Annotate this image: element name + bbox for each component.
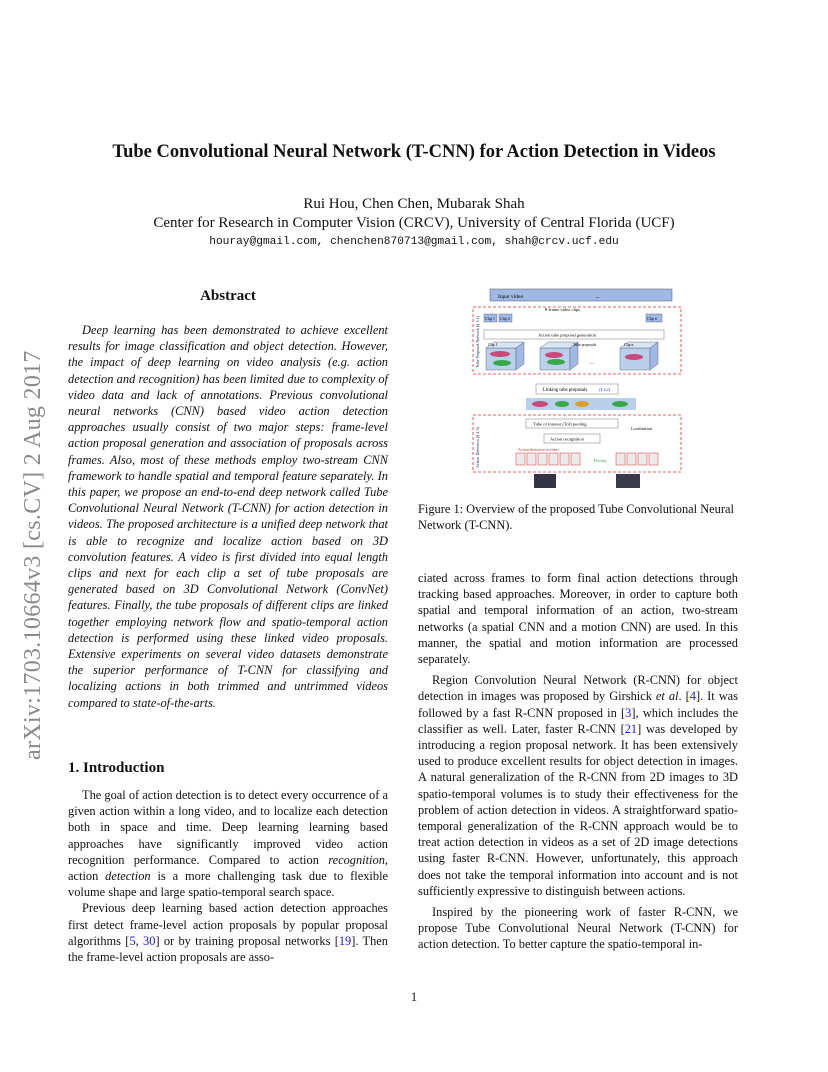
fig-label-ad-side: Action Detection (§ 4.3) xyxy=(475,427,480,468)
fig-label-atpg: Action tube proposal generation xyxy=(538,332,596,338)
right-column-body xyxy=(418,570,738,958)
citation-link[interactable]: 30 xyxy=(143,933,156,948)
fig-label-dots: ... xyxy=(595,294,600,300)
abstract-paragraph: Deep learning has been demonstrated to achieve excellent results for image classification and object detection. However, the impact of deep learning on video analysis (e.g. action detection and recognition) has been limited due to complexity of video data and lack of annotations. Previous convolutional neural networks (CNN) based video action detection approaches usually consist of two major steps: frame-level action proposal generation and association of proposals across frames. Also, most of these methods employ two-stream CNN framework to handle spatial and temporal feature separately. In this paper, we propose an end-to-end deep network called Tube Convolutional Neural Network (T-CNN) for action detection in videos. The proposed architecture is a unified deep network that is able to recognize and localize action based on 3D convolution features. A video is first divided into equal length clips and next for each clip a set of tube proposals are generated based on 3D Convolutional Network (ConvNet) features. Finally, the tube proposals of different clips are linked together employing network flow and spatio-temporal action detection is performed using these linked video proposals. Extensive experiments on several video datasets demonstrate the superior performance of T-CNN for classifying and localizing actions in both trimmed and untrimmed videos compared to state-of-the-arts. xyxy=(68,323,388,710)
intro-paragraph-2: Previous deep learning based action detection approaches first detect frame-level action proposals by popular proposal algorithms [5, 30] or by training proposal networks [19]. Then the frame-level action proposals are asso- xyxy=(68,901,388,965)
citation-link[interactable]: 19 xyxy=(338,933,352,948)
fig-label-ad-in-video: Action detection in video xyxy=(518,447,559,452)
right-paragraph-2: Region Convolution Neural Network (R-CNN) for object detection in images was proposed by Girshick et al. [4]. It was followed by a fast R-CNN proposed in [3], which includes the classifier as well. Later, faster R-CNN [21] was developed by introducing a region proposal network. It has been extensively used to produce excellent results for object detection in images. A natural generalization of the R-CNN from 2D images to 3D spatio-temporal volumes is to study their effectiveness for the problem of action detection in videos. A straightforward spatio-temporal generalization of the R-CNN approach would be to treat action detection in videos as a set of 2D image detections using faster R-CNN. However, unfortunately, this approach does not take the temporal information into account and is not sufficiently expressive to distinguish between actions. xyxy=(418,673,738,898)
fig-label-clip2: Clip 2 xyxy=(500,316,510,321)
fig-label-input-video: Input video xyxy=(498,294,524,300)
figure-1-caption: Figure 1: Overview of the proposed Tube Convolutional Neural Network (T-CNN). xyxy=(418,502,734,533)
fig-label-toi: Tube of interest (ToI) pooling xyxy=(533,421,587,427)
right-paragraph-3: Inspired by the pioneering work of faster R-CNN, we propose Tube Convolutional Neural Network (T-CNN) for action detection. To better capture the spatio-temporal in- xyxy=(418,905,738,952)
fig-label-diving: Diving xyxy=(594,458,607,463)
figure-1-diagram xyxy=(470,288,685,493)
paper-title: Tube Convolutional Neural Network (T-CNN) for Action Detection in Videos xyxy=(112,142,716,162)
fig-label-linking: Linking tube proposals xyxy=(543,388,588,393)
fig-label-clip1: Clip 1 xyxy=(485,316,495,321)
fig-label-clipn-cube: Clip n xyxy=(624,343,634,347)
citation-link[interactable]: 4 xyxy=(689,689,696,704)
arxiv-stamp: arXiv:1703.10664v3 [cs.CV] 2 Aug 2017 xyxy=(20,350,46,760)
thumbnail-right xyxy=(616,474,640,488)
introduction-body xyxy=(68,787,388,965)
citation-link[interactable]: 5 xyxy=(129,933,136,948)
linked-tubes-strip xyxy=(526,398,636,410)
page-number: 1 xyxy=(410,990,418,1004)
abstract-heading: Abstract xyxy=(200,288,256,304)
thumbnail-left xyxy=(534,474,556,488)
intro-paragraph-1: The goal of action detection is to detect every occurrence of a given action within a long video, and to localize each detection both in space and time. Deep learning learning based approaches have significantly improved video action recognition performance. Compared to action recognition, action detection is a more challenging task due to flexible volume shape and large spatio-temporal search space. xyxy=(68,788,389,900)
fig-label-linking-ref: (§ 4.2) xyxy=(599,387,611,392)
section-heading-introduction: 1. Introduction xyxy=(68,760,165,776)
right-paragraph-1: ciated across frames to form final action detections through tracking based approaches. Moreover, in order to capture both spatial and temporal information of an action, two-stream networks (a spatial CNN and a motion CNN) are used. In this manner, the spatial and motion information are processed separately. xyxy=(418,571,738,667)
fig-label-clipn: Clip n xyxy=(647,316,657,321)
fig-label-tube-proposals: Tube proposals xyxy=(573,343,597,347)
fig-label-ar: Action recognition xyxy=(550,436,584,442)
detection-frames xyxy=(516,453,658,465)
fig-label-localization: Localization xyxy=(631,426,652,431)
author-emails: houray@gmail.com, chenchen870713@gmail.com, shah@crcv.ucf.edu xyxy=(209,236,619,248)
fig-label-dots-mid: ... xyxy=(590,361,594,366)
citation-link[interactable]: 3 xyxy=(625,705,632,720)
fig-label-tpn-side: Tube Proposal Network (§ 3.1) xyxy=(475,315,480,368)
citation-link[interactable]: 21 xyxy=(624,721,638,736)
fig-label-eight-frame: 8-frame video clips xyxy=(545,307,580,312)
fig-label-clip1-cube: Clip 1 xyxy=(488,343,498,347)
affiliation: Center for Research in Computer Vision (CRCV), University of Central Florida (UCF) xyxy=(153,215,675,231)
abstract-body xyxy=(68,322,388,711)
author-list: Rui Hou, Chen Chen, Mubarak Shah xyxy=(303,196,525,212)
